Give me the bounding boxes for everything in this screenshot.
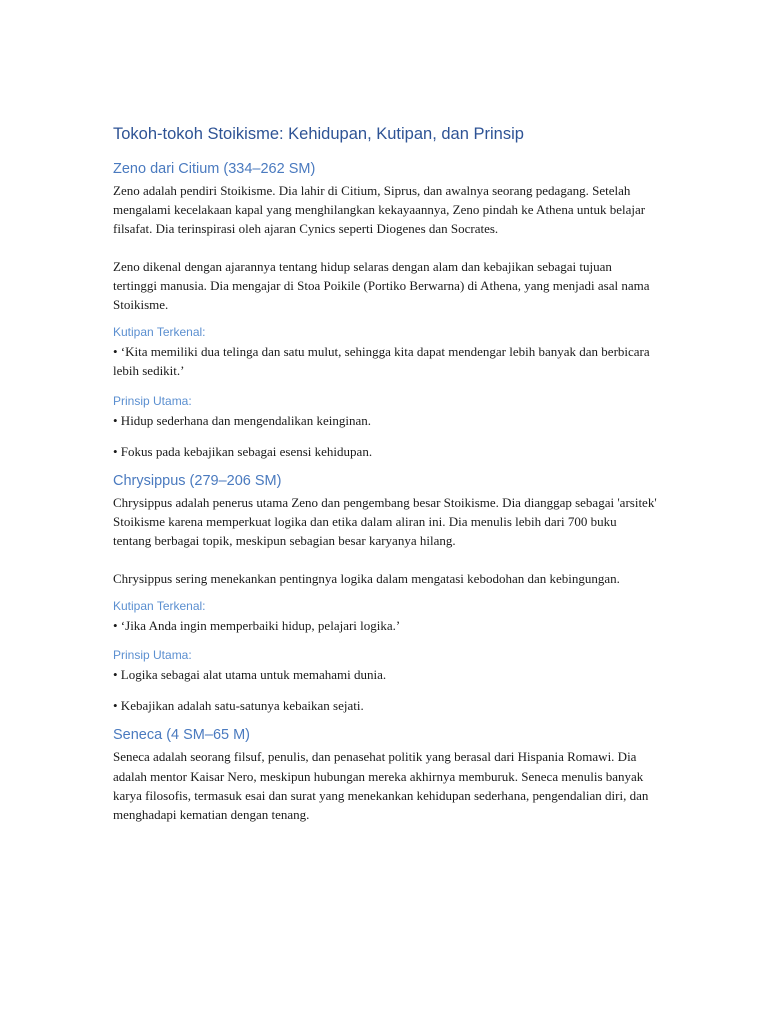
paragraph: Chrysippus sering menekankan pentingnya logika dalam mengatasi kebodohan dan kebingungan. xyxy=(113,570,620,586)
principles-label: Prinsip Utama: xyxy=(113,648,192,663)
principle-item: • Logika sebagai alat utama untuk memahami dunia. xyxy=(113,667,387,683)
quotes-label: Kutipan Terkenal: xyxy=(113,325,206,340)
paragraph: Seneca adalah seorang filsuf, penulis, dan penasehat politik yang berasal dari Hispania Romawi. Dia adalah mentor Kaisar Nero, meskipun hubungan mereka akhirnya memburuk. Seneca menulis banyak karya filosofis, termasuk esai dan surat yang menekankan kehidupan sederhana, pengendalian diri, dan menghadapi kematian dengan tenang. xyxy=(113,749,649,823)
section-heading: Seneca (4 SM–65 M) xyxy=(113,727,251,744)
principle-item: • Kebajikan adalah satu-satunya kebaikan sejati. xyxy=(113,698,364,714)
section-heading: Chrysippus (279–206 SM) xyxy=(113,473,282,490)
section-zeno xyxy=(113,159,658,461)
quotes-label: Kutipan Terkenal: xyxy=(113,598,206,613)
document-title: Tokoh-tokoh Stoikisme: Kehidupan, Kutipan, dan Prinsip xyxy=(113,125,524,143)
paragraph: Zeno dikenal dengan ajarannya tentang hidup selaras dengan alam dan kebajikan sebagai tujuan tertinggi manusia. Dia mengajar di Stoa Poikile (Portiko Berwarna) di Athena, yang menjadi asal nama Stoikisme. xyxy=(113,258,650,313)
section-seneca xyxy=(113,725,658,824)
principles-label: Prinsip Utama: xyxy=(113,393,192,408)
section-chrysippus xyxy=(113,471,658,715)
paragraph: Zeno adalah pendiri Stoikisme. Dia lahir di Citium, Siprus, dan awalnya seorang pedagang. Setelah mengalami kecelakaan kapal yang menghilangkan kekayaannya, Zeno pindah ke Athena untuk belajar filsafat. Dia terinspirasi oleh ajaran Cynics seperti Diogenes dan Socrates. xyxy=(113,183,646,237)
principle-item: • Hidup sederhana dan mengendalikan keinginan. xyxy=(113,412,371,428)
document-page xyxy=(113,123,658,842)
section-heading: Zeno dari Citium (334–262 SM) xyxy=(113,161,316,177)
paragraph: Chrysippus adalah penerus utama Zeno dan pengembang besar Stoikisme. Dia dianggap sebagai 'arsitek' Stoikisme karena memperkuat logika dan etika dalam aliran ini. Dia menulis lebih dari 700 buku tentang berbagai topik, meskipun sebagian besar karyanya hilang. xyxy=(113,495,657,549)
quote-item: • ‘Jika Anda ingin memperbaiki hidup, pelajari logika.’ xyxy=(113,617,401,633)
principle-item: • Fokus pada kebajikan sebagai esensi kehidupan. xyxy=(113,443,373,459)
quote-item: • ‘Kita memiliki dua telinga dan satu mulut, sehingga kita dapat mendengar lebih banyak dan berbicara lebih sedikit.’ xyxy=(113,344,650,379)
